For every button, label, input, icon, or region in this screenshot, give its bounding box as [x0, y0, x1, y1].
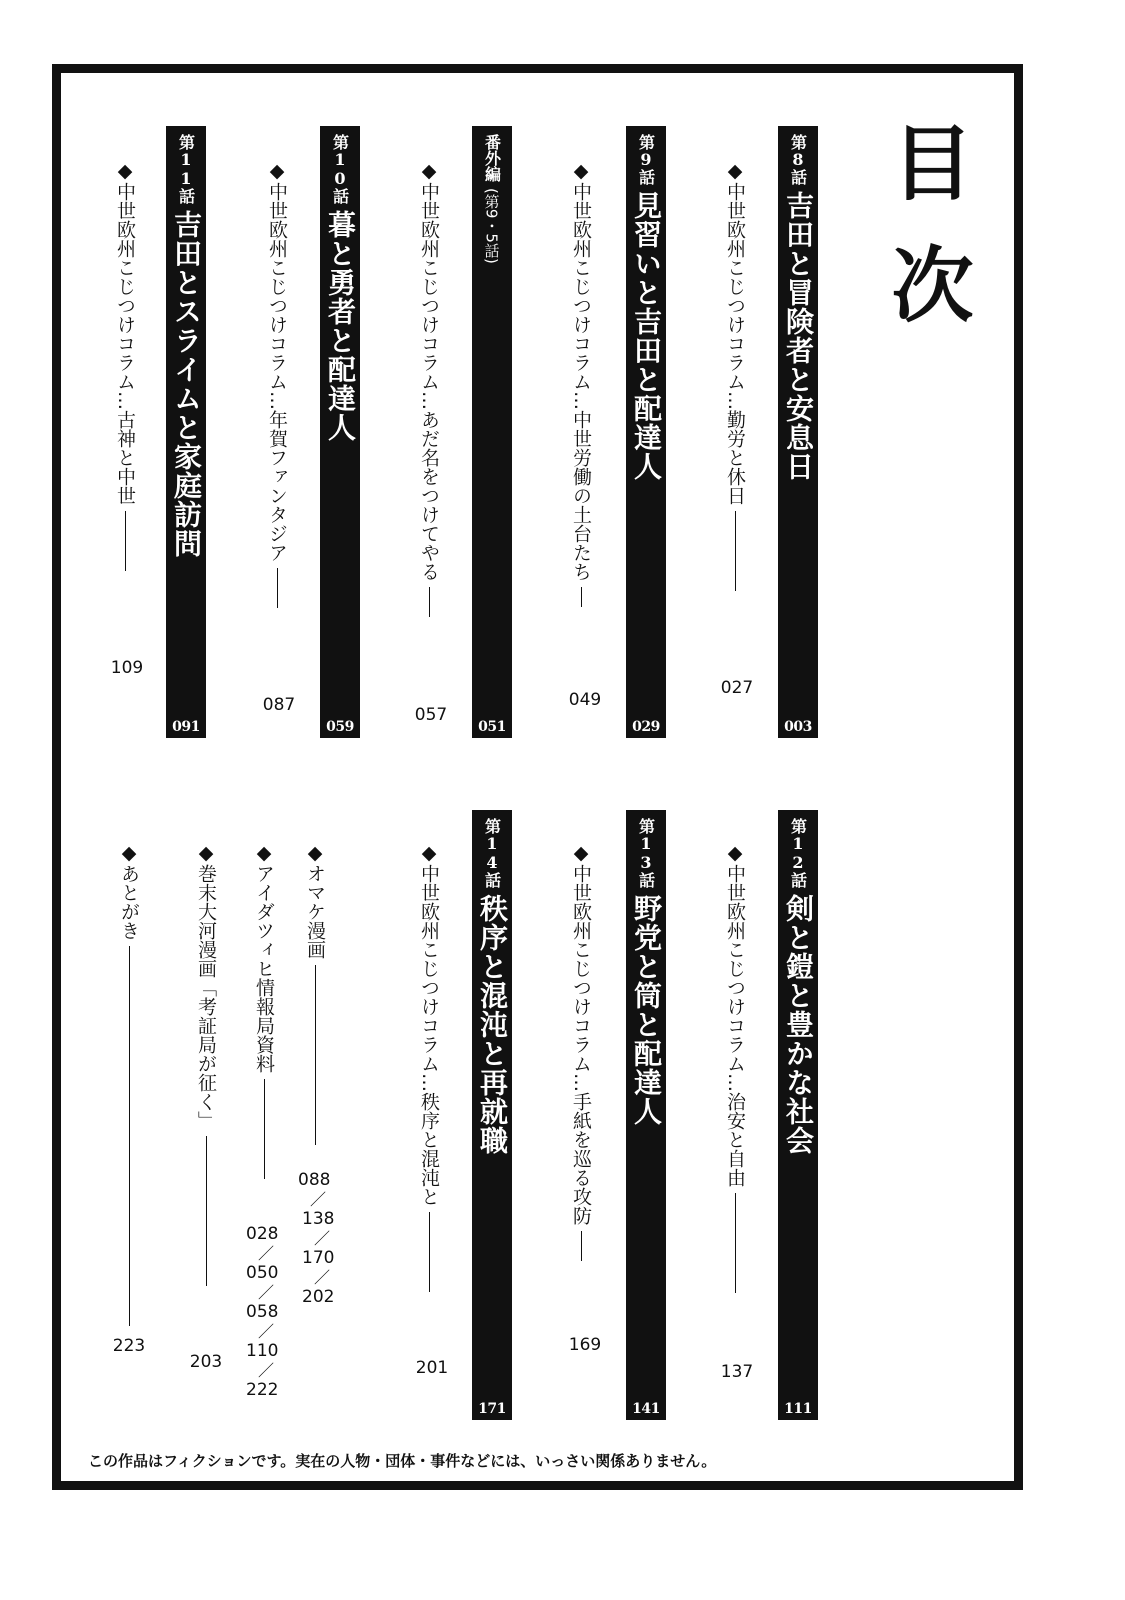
column-text: ◆中世欧州こじつけコラム…中世労働の土台たち — [570, 160, 592, 581]
column-page-12: 137 — [720, 1362, 754, 1382]
extra-page-makimatsu: 203 — [189, 1352, 223, 1372]
chapter-title: 秩序と混沌と再就職 — [476, 894, 509, 1155]
page-number: 138 ／ — [302, 1209, 335, 1248]
column-page-extra: 057 — [414, 705, 448, 725]
chapter-bar-8[interactable] — [778, 126, 818, 738]
page-separator: ／ — [310, 1190, 327, 1209]
leader-line — [315, 965, 316, 1145]
leader-line — [735, 1193, 736, 1293]
column-entry-9[interactable] — [568, 160, 594, 613]
chapter-bar-10[interactable] — [320, 126, 360, 738]
page-number: 170 ／ — [302, 1248, 335, 1287]
extra-entry-idazich[interactable] — [251, 842, 277, 1185]
chapter-page: 029 — [632, 719, 660, 735]
chapter-number: 第9話 — [636, 134, 656, 185]
chapter-title: 吉田と冒険者と安息日 — [782, 191, 815, 481]
chapter-number: 第8話 — [788, 134, 808, 185]
chapter-page: 059 — [326, 719, 354, 735]
extra-entry-makimatsu[interactable] — [193, 842, 219, 1292]
chapter-title: 野党と筒と配達人 — [630, 894, 663, 1126]
leader-line — [735, 511, 736, 591]
leader-line — [125, 511, 126, 571]
chapter-title: 吉田とスライムと家庭訪問 — [170, 210, 203, 558]
page-number: 222 — [246, 1380, 279, 1400]
page-separator: ／ — [258, 1244, 275, 1263]
column-entry-extra[interactable] — [416, 160, 442, 623]
column-text: ◆中世欧州こじつけコラム…あだ名をつけてやる — [418, 160, 440, 581]
page-separator: ／ — [314, 1268, 331, 1287]
page-separator: ／ — [258, 1283, 275, 1302]
chapter-number: 番外編 — [482, 134, 502, 182]
extra-label: ◆アイダツィヒ情報局資料 — [253, 842, 275, 1073]
leader-line — [581, 587, 582, 607]
column-entry-12[interactable] — [722, 842, 748, 1299]
chapter-number: 第11話 — [176, 134, 196, 204]
chapter-page: 051 — [478, 719, 506, 735]
chapter-page: 171 — [478, 1401, 506, 1417]
page-number: 058 ／ — [246, 1302, 279, 1341]
chapter-page: 003 — [784, 719, 812, 735]
column-entry-11[interactable] — [112, 160, 138, 577]
chapter-page: 091 — [172, 719, 200, 735]
extra-label: ◆オマケ漫画 — [304, 842, 326, 959]
chapter-bar-extra[interactable] — [472, 126, 512, 738]
chapter-number: 第14話 — [482, 818, 502, 888]
leader-line — [581, 1231, 582, 1261]
column-entry-8[interactable] — [722, 160, 748, 597]
chapter-title: 暮と勇者と配達人 — [324, 210, 357, 442]
column-page-8: 027 — [720, 678, 754, 698]
chapter-bar-14[interactable] — [472, 810, 512, 1420]
column-page-11: 109 — [110, 658, 144, 678]
leader-line — [129, 946, 130, 1326]
column-text: ◆中世欧州こじつけコラム…秩序と混沌と — [418, 842, 440, 1206]
page-separator: ／ — [258, 1322, 275, 1341]
extra-pages-idazich — [246, 1224, 278, 1419]
disclaimer: この作品はフィクションです。実在の人物・団体・事件などには、いっさい関係ありません。 — [88, 1452, 717, 1470]
column-entry-14[interactable] — [416, 842, 442, 1298]
toc-title: 目次 — [878, 120, 973, 364]
chapter-title: 剣と鎧と豊かな社会 — [782, 894, 815, 1155]
column-page-13: 169 — [568, 1335, 602, 1355]
chapter-bar-13[interactable] — [626, 810, 666, 1420]
extra-label: ◆巻末大河漫画「考証局が征く」 — [195, 842, 217, 1130]
column-page-9: 049 — [568, 690, 602, 710]
page-number: 202 — [302, 1287, 335, 1307]
page-separator: ／ — [314, 1229, 331, 1248]
extra-pages-omake — [298, 1170, 334, 1326]
column-entry-10[interactable] — [264, 160, 290, 614]
page-number: 050 ／ — [246, 1263, 279, 1302]
column-text: ◆中世欧州こじつけコラム…勤労と休日 — [724, 160, 746, 505]
chapter-number: 第10話 — [330, 134, 350, 204]
chapter-bar-11[interactable] — [166, 126, 206, 738]
column-text: ◆中世欧州こじつけコラム…年賀ファンタジア — [266, 160, 288, 562]
chapter-title: 見習いと吉田と配達人 — [630, 191, 663, 481]
extra-page-atogaki: 223 — [112, 1336, 146, 1356]
extra-entry-atogaki[interactable] — [116, 842, 142, 1332]
leader-line — [264, 1079, 265, 1179]
chapter-page: 141 — [632, 1401, 660, 1417]
column-text: ◆中世欧州こじつけコラム…手紙を巡る攻防 — [570, 842, 592, 1225]
page-separator: ／ — [258, 1361, 275, 1380]
extra-label: ◆あとがき — [118, 842, 140, 940]
column-text: ◆中世欧州こじつけコラム…古神と中世 — [114, 160, 136, 505]
leader-line — [429, 587, 430, 617]
column-page-14: 201 — [415, 1358, 449, 1378]
chapter-bar-12[interactable] — [778, 810, 818, 1420]
chapter-page: 111 — [784, 1401, 812, 1417]
column-text: ◆中世欧州こじつけコラム…治安と自由 — [724, 842, 746, 1187]
chapter-subtitle: (第9・5話) — [482, 188, 501, 264]
leader-line — [277, 568, 278, 608]
column-entry-13[interactable] — [568, 842, 594, 1267]
chapter-number: 第13話 — [636, 818, 656, 888]
page-number: 088 ／ — [298, 1170, 334, 1209]
chapter-number: 第12話 — [788, 818, 808, 888]
page-number: 110 ／ — [246, 1341, 279, 1380]
leader-line — [206, 1136, 207, 1286]
leader-line — [429, 1212, 430, 1292]
extra-entry-omake[interactable] — [302, 842, 328, 1151]
column-page-10: 087 — [262, 695, 296, 715]
chapter-bar-9[interactable] — [626, 126, 666, 738]
page-number: 028 ／ — [246, 1224, 279, 1263]
